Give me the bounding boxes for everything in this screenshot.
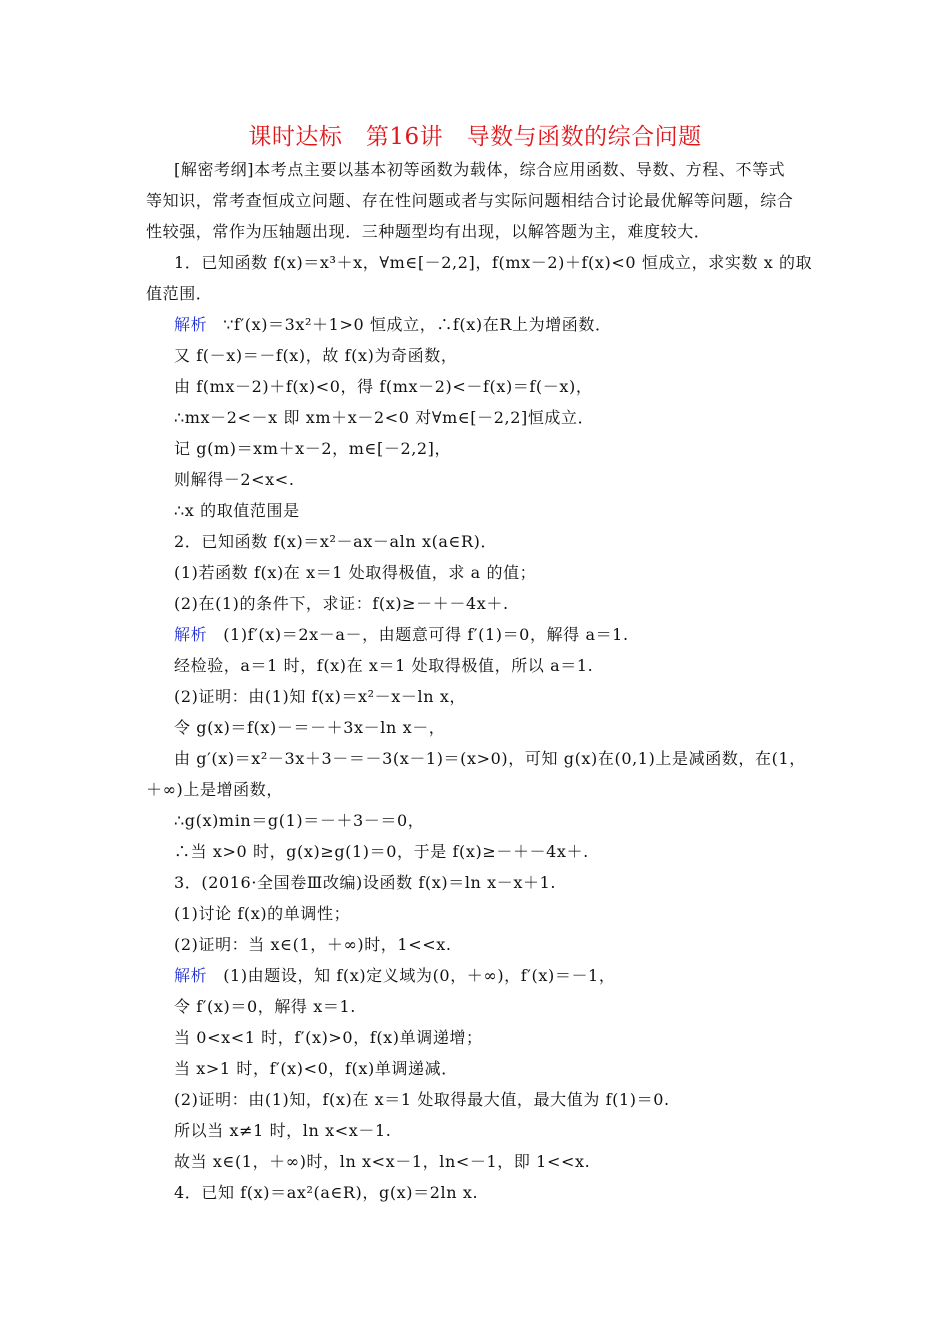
text-line [174, 965, 615, 987]
line-text: ＋∞)上是增函数， [146, 780, 283, 799]
text-line [174, 1151, 590, 1173]
solution-keyword: 解析 [174, 625, 208, 644]
line-text: 由 g′(x)＝x²－3x＋3－＝－3(x－1)＝(x>0)，可知 g(x)在(0,1)上是减函数，在(1， [174, 749, 806, 768]
line-text: (2)证明：当 x∈(1，＋∞)时，1<<x. [174, 935, 452, 954]
line-text: [解密考纲]本考点主要以基本初等函数为载体，综合应用函数、导数、方程、不等式 [174, 160, 786, 179]
line-text: (2)证明：由(1)知，f(x)在 x＝1 处取得最大值，最大值为 f(1)＝0. [174, 1090, 670, 1109]
line-text: 当 0<x<1 时，f′(x)>0，f(x)单调递增； [174, 1028, 483, 1047]
solution-keyword: 解析 [174, 315, 208, 334]
text-line [174, 810, 424, 832]
solution-keyword: 解析 [174, 966, 208, 985]
text-line [174, 376, 592, 398]
line-text: 记 g(m)＝xm＋x－2，m∈[－2,2]， [174, 439, 452, 458]
line-text: (1)若函数 f(x)在 x＝1 处取得极值，求 a 的值； [174, 563, 537, 582]
line-text: 值范围． [146, 284, 213, 303]
line-text: 性较强，常作为压轴题出现．三种题型均有出现，以解答题为主，难度较大． [146, 222, 711, 241]
text-line [174, 624, 629, 646]
text-line [174, 407, 594, 429]
page-title: 课时达标 第16讲 导数与函数的综合问题 [248, 124, 702, 150]
text-line [174, 562, 536, 584]
text-line [174, 1089, 670, 1111]
text-line [174, 345, 457, 367]
text-line [174, 500, 300, 522]
line-text: 令 f′(x)＝0，解得 x＝1. [174, 997, 356, 1016]
line-text: 当 x>1 时，f′(x)<0，f(x)单调递减． [174, 1059, 458, 1078]
line-text: (2)证明：由(1)知 f(x)＝x²－x－ln x， [174, 687, 467, 706]
text-line [146, 779, 283, 801]
line-text: ∴当 x>0 时，g(x)≥g(1)＝0，于是 f(x)≥－＋－4x＋. [174, 842, 589, 861]
line-text: 则解得－2<x<. [174, 470, 295, 489]
text-line [174, 686, 466, 708]
text-line [174, 841, 589, 863]
line-text: 所以当 x≠1 时，ln x<x－1. [174, 1121, 392, 1140]
line-text: 2．已知函数 f(x)＝x²－ax－aln x(a∈R)． [174, 532, 498, 551]
line-text: 1．已知函数 f(x)＝x³＋x，∀m∈[－2,2]，f(mx－2)＋f(x)<0 恒成立，求实数 x 的取 [174, 253, 813, 272]
line-text: (1)由题设，知 f(x)定义域为(0，＋∞)，f′(x)＝－1， [223, 966, 616, 985]
line-text: (1)f′(x)＝2x－a－，由题意可得 f′(1)＝0，解得 a＝1. [223, 625, 629, 644]
text-line [174, 903, 350, 925]
line-text: 3．(2016·全国卷Ⅲ改编)设函数 f(x)＝ln x－x＋1. [174, 873, 557, 892]
text-line [174, 314, 612, 336]
text-line [174, 717, 445, 739]
text-line [174, 469, 295, 491]
line-text: ∴g(x)min＝g(1)＝－＋3－＝0， [174, 811, 425, 830]
line-text: 经检验，a＝1 时，f(x)在 x＝1 处取得极值，所以 a＝1. [174, 656, 594, 675]
text-line [174, 531, 497, 553]
text-line [174, 159, 785, 181]
text-line [174, 1182, 478, 1204]
line-text: 由 f(mx－2)＋f(x)<0，得 f(mx－2)<－f(x)＝f(－x)， [174, 377, 593, 396]
line-text: ∴mx－2<－x 即 xm＋x－2<0 对∀m∈[－2,2]恒成立． [174, 408, 595, 427]
text-line [174, 1058, 458, 1080]
line-text: ∴x 的取值范围是 [174, 501, 300, 520]
text-line [174, 593, 509, 615]
text-line [174, 1120, 391, 1142]
line-text: (2)在(1)的条件下，求证：f(x)≥－＋－4x＋. [174, 594, 509, 613]
line-text: 又 f(－x)＝－f(x)，故 f(x)为奇函数， [174, 346, 458, 365]
line-text: 等知识，常考查恒成立问题、存在性问题或者与实际问题相结合讨论最优解等问题，综合 [146, 191, 794, 210]
line-text: ∵f′(x)＝3x²＋1>0 恒成立，∴f(x)在R上为增函数． [223, 315, 612, 334]
text-line [174, 934, 452, 956]
text-line [174, 1027, 483, 1049]
line-text: 4．已知 f(x)＝ax²(a∈R)，g(x)＝2ln x. [174, 1183, 479, 1202]
text-line [174, 655, 593, 677]
text-line [146, 221, 710, 243]
text-line [174, 748, 806, 770]
line-text: 故当 x∈(1，＋∞)时，ln x<x－1，ln<－1，即 1<<x. [174, 1152, 591, 1171]
text-line [174, 252, 812, 274]
line-text: 令 g(x)＝f(x)－＝－＋3x－ln x－， [174, 718, 446, 737]
text-line [146, 190, 793, 212]
line-text: (1)讨论 f(x)的单调性； [174, 904, 351, 923]
text-line [174, 996, 356, 1018]
text-line [146, 283, 212, 305]
text-line [174, 438, 451, 460]
text-line [174, 872, 556, 894]
